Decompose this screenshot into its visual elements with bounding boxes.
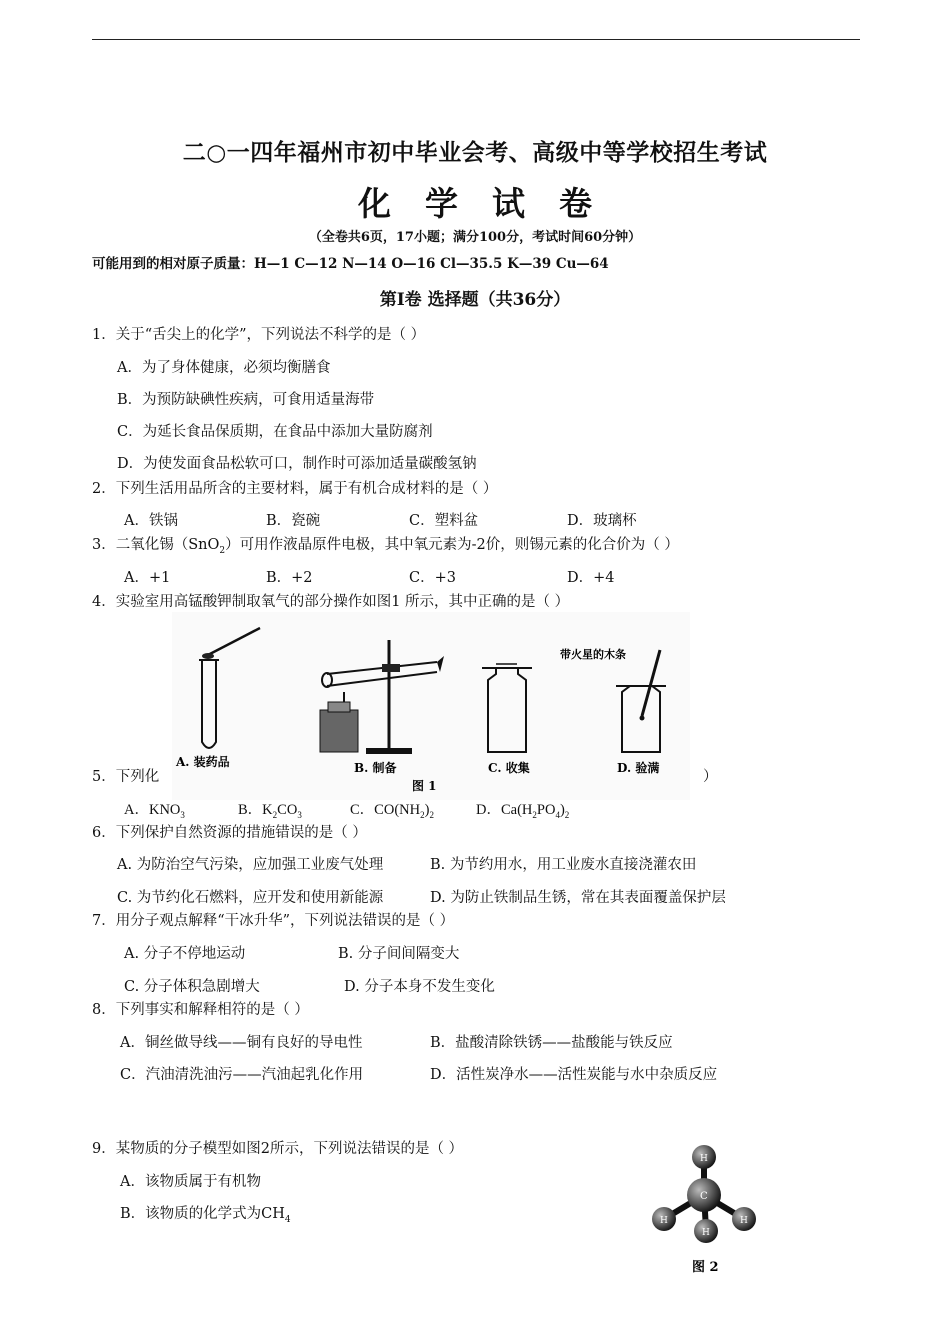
hydrogen-atom-right <box>732 1207 756 1231</box>
fig1-caption: 图 1 <box>412 779 437 793</box>
q8-option-b: B．盐酸清除铁锈——盐酸能与铁反应 <box>430 1035 673 1051</box>
q5-option-b: B．$K_2CO_3$ <box>238 802 302 820</box>
q2-option-d: D．玻璃杯 <box>567 513 637 529</box>
carbon-atom <box>687 1178 721 1212</box>
exam-title: 二○一四年福州市初中毕业会考、高级中等学校招生考试 <box>182 139 768 166</box>
q2-option-b: B．瓷碗 <box>266 513 321 529</box>
atomic-masses: 可能用到的相对原子质量：H—1 C—12 N—14 O—16 Cl—35.5 K—39 Cu—64 <box>92 256 609 272</box>
hydrogen-atom-left <box>652 1207 676 1231</box>
q9-option-b: B．该物质的化学式为$CH_4$ <box>120 1206 291 1225</box>
q5-option-d: D．$Ca(H_2PO_4)_2$ <box>476 802 570 820</box>
q5-option-a: A．$KNO_3$ <box>124 802 185 820</box>
svg-text:H: H <box>660 1216 668 1226</box>
fig1-splint-label: 带火星的木条 <box>560 648 626 661</box>
q5-stem: 5．下列化 <box>92 769 160 785</box>
section-title: 第Ⅰ卷 选择题（共36分） <box>379 290 571 310</box>
svg-text:H: H <box>702 1228 710 1238</box>
q8-stem: 8．下列事实和解释相符的是（ ） <box>92 1002 309 1018</box>
q3-option-c: C．+3 <box>409 570 456 586</box>
q1-option-d: D．为使发面食品松软可口，制作时可添加适量碳酸氢钠 <box>117 456 477 472</box>
fig1-label-a: A. 装药品 <box>176 755 230 769</box>
svg-text:C: C <box>700 1191 708 1202</box>
figure-1-lab-operations <box>172 612 690 800</box>
q1-option-c: C．为延长食品保质期，在食品中添加大量防腐剂 <box>117 424 433 440</box>
q3-option-b: B．+2 <box>266 570 313 586</box>
fig1-label-d: D. 验满 <box>617 761 660 775</box>
exam-info: （全卷共6页，17小题；满分100分，考试时间60分钟） <box>308 230 642 245</box>
hydrogen-atom-top <box>692 1145 716 1169</box>
svg-text:H: H <box>700 1154 708 1164</box>
q9-option-a: A．该物质属于有机物 <box>120 1174 261 1190</box>
svg-text:H: H <box>740 1216 748 1226</box>
q2-stem: 2．下列生活用品所含的主要材料，属于有机合成材料的是（ ） <box>92 481 498 497</box>
q3-option-a: A．+1 <box>124 570 171 586</box>
q6-option-b: B. 为节约用水，用工业废水直接浇灌农田 <box>430 857 697 873</box>
q8-option-c: C．汽油清洗油污——汽油起乳化作用 <box>120 1067 364 1083</box>
q9-stem: 9．某物质的分子模型如图2所示，下列说法错误的是（ ） <box>92 1141 464 1157</box>
subject-title: 化学试卷 <box>358 184 626 223</box>
q8-option-a: A．铜丝做导线——铜有良好的导电性 <box>120 1035 363 1051</box>
q7-stem: 7．用分子观点解释“干冰升华”，下列说法错误的是（ ） <box>92 913 455 929</box>
q2-option-c: C．塑料盆 <box>409 513 479 529</box>
q5-stem-tail: ） <box>703 769 718 785</box>
q7-option-c: C. 分子体积急剧增大 <box>124 979 260 995</box>
q1-stem: 1．关于“舌尖上的化学”，下列说法不科学的是（ ） <box>92 327 426 343</box>
q8-option-d: D．活性炭净水——活性炭能与水中杂质反应 <box>430 1067 718 1083</box>
header-rule <box>92 39 860 40</box>
q6-option-d: D. 为防止铁制品生锈，常在其表面覆盖保护层 <box>430 890 726 906</box>
q4-stem: 4．实验室用高锰酸钾制取氧气的部分操作如图1 所示，其中正确的是（ ） <box>92 594 570 610</box>
q6-option-a: A. 为防治空气污染，应加强工业废气处理 <box>117 857 384 873</box>
fig1-label-b: B. 制备 <box>354 761 397 775</box>
q7-option-b: B. 分子间间隔变大 <box>338 946 460 962</box>
hydrogen-atom-bottom <box>694 1219 718 1243</box>
q3-stem: 3．二氧化锡（SnO$_2$）可用作液晶原件电极，其中氧元素为-2价，则锡元素的化合价为（ ） <box>92 537 679 556</box>
q6-stem: 6．下列保护自然资源的措施错误的是（ ） <box>92 825 367 841</box>
q1-option-a: A．为了身体健康，必须均衡膳食 <box>117 360 331 376</box>
q2-option-a: A．铁锅 <box>124 513 178 529</box>
q7-option-d: D. 分子本身不发生变化 <box>344 979 495 995</box>
fig1-label-c: C. 收集 <box>488 761 530 775</box>
figure-2-molecule-model <box>634 1137 774 1279</box>
q3-option-d: D．+4 <box>567 570 615 586</box>
q1-option-b: B．为预防缺碘性疾病，可食用适量海带 <box>117 392 375 408</box>
fig2-caption: 图 2 <box>692 1260 719 1275</box>
q5-option-c: C．$CO(NH_2)_2$ <box>350 802 434 820</box>
q6-option-c: C. 为节约化石燃料，应开发和使用新能源 <box>117 890 384 906</box>
q7-option-a: A. 分子不停地运动 <box>124 946 246 962</box>
